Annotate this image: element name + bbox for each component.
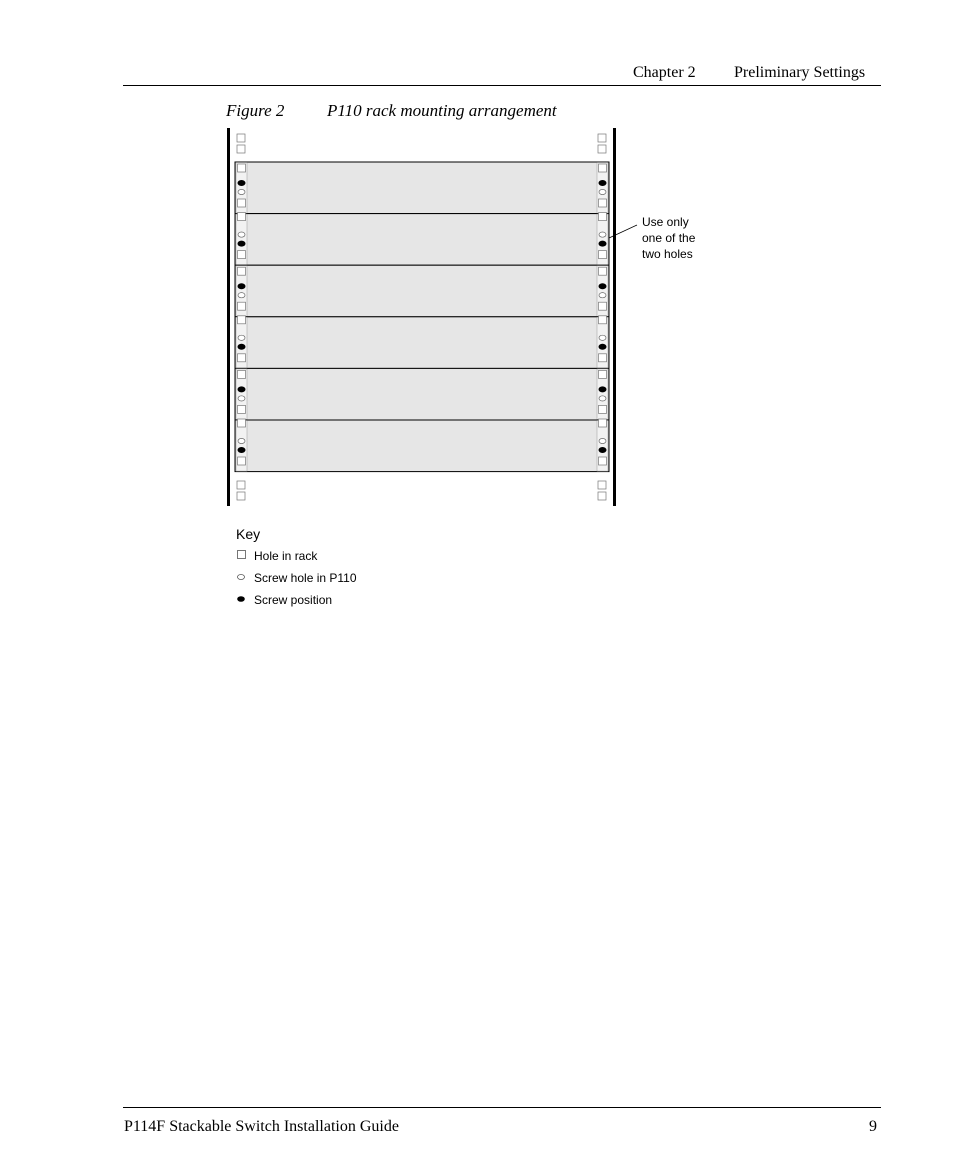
screw-hole-right-u5-2 — [599, 396, 606, 401]
rack-rail-left — [227, 128, 230, 506]
key-label-screw-hole: Screw hole in P110 — [254, 571, 357, 585]
rack-hole-right-u2-3 — [599, 251, 607, 259]
screw-hole-right-u1-2 — [599, 189, 606, 194]
footer-rule — [123, 1107, 881, 1108]
rack-hole-left-2 — [237, 481, 245, 489]
key-item-screw-hole — [236, 570, 357, 586]
rack-unit-5 — [235, 368, 609, 420]
header-section: Preliminary Settings — [734, 64, 866, 81]
key-item-rack-hole — [236, 548, 317, 564]
rack-unit-4 — [235, 317, 609, 369]
rack-hole-left-u6-0 — [238, 419, 246, 427]
rack-hole-right-u3-3 — [599, 302, 607, 310]
rack-hole-right-u5-0 — [599, 370, 607, 378]
screw-position-left-u2-2 — [238, 241, 246, 247]
screw-position-right-u4-2 — [599, 344, 607, 350]
rack-hole-right-1 — [598, 145, 606, 153]
screw-position-right-u2-2 — [599, 241, 607, 247]
screw-hole-left-u3-2 — [238, 293, 245, 298]
callout-line-2: one of the — [642, 231, 696, 245]
screw-position-right-u3-1 — [599, 283, 607, 289]
rack-hole-left-u5-3 — [238, 405, 246, 413]
rack-unit-2 — [235, 214, 609, 266]
screw-position-left-u3-1 — [238, 283, 246, 289]
rack-hole-icon — [236, 549, 254, 565]
key-label-rack-hole: Hole in rack — [254, 549, 318, 563]
rack-hole-left-u1-0 — [238, 164, 246, 172]
screw-hole-left-u4-1 — [238, 335, 245, 340]
rack-hole-left-3 — [237, 492, 245, 500]
key-item-screw-position — [236, 592, 332, 608]
rack-hole-left-0 — [237, 134, 245, 142]
rack-hole-left-u2-0 — [238, 213, 246, 221]
rack-hole-right-u4-0 — [599, 316, 607, 324]
rack-hole-right-u6-0 — [599, 419, 607, 427]
screw-position-right-u6-2 — [599, 447, 607, 453]
screw-position-left-u1-1 — [238, 180, 246, 186]
screw-position-right-u5-1 — [599, 386, 607, 392]
rack-hole-right-2 — [598, 481, 606, 489]
rack-hole-right-u1-3 — [599, 199, 607, 207]
figure-title: P110 rack mounting arrangement — [327, 101, 557, 120]
rack-hole-right-u2-0 — [599, 213, 607, 221]
rack-unit-1 — [235, 162, 609, 214]
rack-hole-right-u3-0 — [599, 267, 607, 275]
callout-note — [642, 214, 695, 262]
rack-hole-left-1 — [237, 145, 245, 153]
rack-hole-right-3 — [598, 492, 606, 500]
figure-number: Figure 2 — [226, 101, 285, 120]
screw-hole-icon — [236, 571, 254, 587]
footer-title: P114F Stackable Switch Installation Guide — [124, 1118, 399, 1135]
page-number: 9 — [869, 1118, 877, 1135]
screw-hole-left-u1-2 — [238, 189, 245, 194]
rack-group — [227, 128, 637, 506]
rack-hole-left-u4-0 — [238, 316, 246, 324]
screw-position-left-u5-1 — [238, 386, 246, 392]
rack-hole-left-u3-0 — [238, 267, 246, 275]
rack-hole-right-0 — [598, 134, 606, 142]
screw-hole-right-u3-2 — [599, 293, 606, 298]
screw-position-right-u1-1 — [599, 180, 607, 186]
screw-position-left-u4-2 — [238, 344, 246, 350]
rack-hole-left-u6-3 — [238, 457, 246, 465]
screw-hole-left-u2-1 — [238, 232, 245, 237]
rack-unit-3 — [235, 265, 609, 317]
rack-hole-right-u4-3 — [599, 354, 607, 362]
rack-hole-left-u1-3 — [238, 199, 246, 207]
screw-position-left-u6-2 — [238, 447, 246, 453]
rack-hole-right-u5-3 — [599, 405, 607, 413]
screw-position-icon — [236, 593, 254, 609]
screw-hole-right-u4-1 — [599, 335, 606, 340]
key-label-screw-position: Screw position — [254, 593, 333, 607]
screw-hole-left-u6-1 — [238, 438, 245, 443]
rack-hole-right-u1-0 — [599, 164, 607, 172]
rack-unit-6 — [235, 420, 609, 472]
callout-line-3: two holes — [642, 247, 693, 261]
screw-hole-left-u5-2 — [238, 396, 245, 401]
rack-hole-left-u3-3 — [238, 302, 246, 310]
rack-hole-left-u2-3 — [238, 251, 246, 259]
callout-line-1: Use only — [642, 215, 689, 229]
screw-hole-right-u6-1 — [599, 438, 606, 443]
rack-rail-right — [613, 128, 616, 506]
rack-hole-left-u5-0 — [238, 370, 246, 378]
screw-hole-right-u2-1 — [599, 232, 606, 237]
header-chapter: Chapter 2 — [633, 64, 696, 81]
key-title: Key — [236, 526, 261, 542]
rack-hole-left-u4-3 — [238, 354, 246, 362]
rack-hole-right-u6-3 — [599, 457, 607, 465]
